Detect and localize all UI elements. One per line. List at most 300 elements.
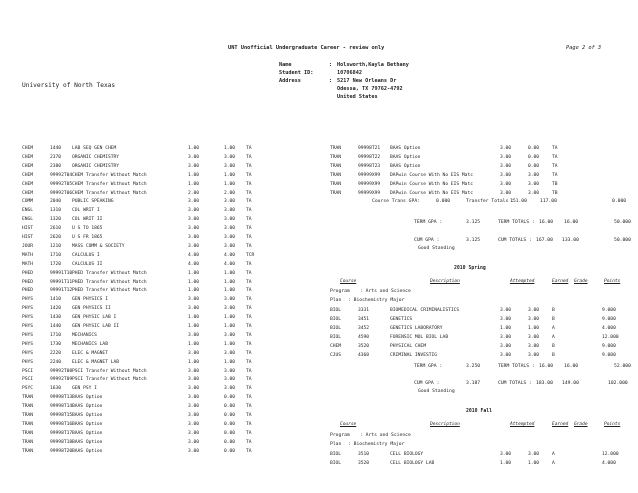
grade: TA: [246, 208, 252, 214]
course-dept: TRAN: [22, 430, 34, 436]
points: 9.000: [602, 316, 616, 322]
spring-cum-att: 183.00: [536, 381, 553, 386]
student-id: 10706842: [337, 70, 362, 76]
grade: TA: [246, 279, 252, 285]
earned: 3.00: [224, 350, 236, 356]
course-dept: TRAN: [330, 190, 342, 196]
course-number: 1630: [50, 386, 62, 392]
course-dept: BIOL: [330, 460, 342, 466]
course-title: MASS COMM & SOCIETY: [72, 243, 125, 249]
course-number: 2380: [50, 163, 62, 169]
table-row: [330, 325, 630, 332]
course-number: 4360: [358, 352, 370, 358]
table-row: [330, 352, 630, 359]
table-row: [22, 261, 282, 268]
table-row: [330, 163, 630, 170]
course-title: U S FR 1865: [72, 235, 103, 240]
table-row: [22, 332, 282, 339]
spring-term-gpa-value: 3.250: [466, 364, 481, 369]
course-dept: TRAN: [330, 146, 342, 151]
spring-academic-standing: Good Standing: [418, 389, 455, 394]
attempted: 1.00: [500, 460, 512, 466]
student-name-row: [279, 62, 479, 70]
grade: TA: [246, 341, 252, 347]
earned: 3.00: [528, 172, 540, 178]
grade: TA: [246, 368, 252, 374]
course-dept: TRAN: [330, 172, 342, 178]
course-title: PSCI Transfer Without Match: [72, 368, 147, 374]
attempted: 3.00: [500, 190, 512, 196]
course-dept: TRAN: [330, 181, 342, 187]
course-dept: HIST: [22, 235, 34, 240]
table-row: [22, 439, 282, 446]
grade: TA: [246, 297, 252, 303]
spring-term-ern: 16.00: [564, 364, 579, 369]
earned: 0.00: [528, 146, 540, 151]
course-dept: TRAN: [22, 395, 34, 401]
course-dept: ENGL: [22, 208, 34, 214]
course-number: 2620: [50, 235, 62, 240]
student-name: Holsworth,Kayla Bethany: [337, 62, 409, 68]
course-title: FORENSIC MOL BIOL LAB: [390, 334, 449, 340]
table-row: [22, 368, 282, 375]
table-row: [22, 323, 282, 330]
grade: TA: [246, 146, 252, 151]
course-title: LAB SEQ GEN CHEM: [72, 146, 117, 151]
course-title: DAPwin Course With No EIS Matc: [390, 181, 473, 187]
col-points: Points: [604, 279, 621, 284]
transfer-gpa-value: 0.000: [436, 199, 451, 204]
attempted: 3.00: [188, 235, 200, 240]
grade: TA: [246, 163, 252, 169]
col-attempted: Attempted: [510, 279, 535, 284]
course-title: ORGANIC CHEMISTRY: [72, 154, 120, 160]
attempted: 3.00: [188, 430, 200, 436]
attempted: 3.00: [188, 377, 200, 383]
grade: TA: [246, 172, 252, 178]
earned: 3.00: [224, 208, 236, 214]
earned: 3.00: [224, 163, 236, 169]
table-row: [330, 154, 630, 161]
fall-col-description: Description: [430, 422, 460, 427]
earned: 3.00: [224, 377, 236, 383]
fall-col-grade: Grade: [574, 422, 588, 427]
table-row: [22, 359, 282, 366]
course-title: CHEM Transfer Without Match: [72, 181, 147, 187]
address-line-1: 5217 New Orleans Dr: [337, 78, 397, 84]
fall-plan-value: : Biochemistry Major: [348, 442, 405, 447]
course-title: BAAS Option: [390, 163, 421, 169]
grade: TA: [246, 270, 252, 276]
address-line-3: United States: [337, 94, 378, 100]
attempted: 3.00: [500, 343, 512, 349]
grade: TA: [246, 439, 252, 445]
course-number: 1320: [50, 217, 62, 223]
course-title: PHED Transfer Without Match: [72, 279, 147, 285]
course-title: CELL BIOLOGY LAB: [390, 460, 435, 466]
grade: TA: [246, 359, 252, 365]
table-row: [22, 403, 282, 410]
table-row: [22, 234, 282, 241]
grade: B: [552, 343, 555, 349]
address-row-3: [279, 94, 479, 102]
grade: TA: [246, 315, 252, 321]
course-title: DAPwin Course With No EIS Matc: [390, 190, 473, 196]
spring-cum-ern: 149.00: [562, 381, 579, 386]
university-name: University of North Texas: [22, 82, 116, 89]
attempted: 1.00: [188, 172, 200, 178]
attempted: 2.00: [188, 190, 200, 196]
earned: 1.00: [224, 315, 236, 321]
spring-cum-gpa-value: 3.187: [466, 381, 481, 386]
course-title: BAAS Option: [72, 448, 103, 454]
course-dept: COMM: [22, 199, 34, 205]
course-dept: TRAN: [22, 439, 34, 445]
col-description: Description: [430, 279, 460, 284]
course-dept: TRAN: [22, 421, 34, 427]
fall-col-attempted: Attempted: [510, 422, 535, 427]
grade: TA: [246, 154, 252, 160]
course-number: 99991T11: [50, 279, 73, 285]
course-dept: PSCI: [22, 377, 34, 383]
program-value: : Arts and Science: [360, 289, 411, 294]
course-dept: TRAN: [22, 448, 34, 454]
course-dept: TRAN: [22, 413, 34, 418]
course-title: GEN PHYSICS II: [72, 306, 111, 312]
course-number: 99991T12: [50, 288, 73, 294]
points: 12.000: [602, 334, 619, 340]
table-row: [22, 394, 282, 401]
program-label: Program: [330, 289, 350, 294]
cum-gpa-label: CUM GPA :: [414, 238, 440, 243]
table-row: [22, 385, 282, 392]
earned: 3.00: [528, 343, 540, 349]
course-number: 1420: [50, 306, 62, 312]
course-number: 99998T16: [50, 421, 73, 427]
spring-cum-gpa-label: CUM GPA :: [414, 381, 440, 386]
course-dept: PSYC: [22, 386, 34, 392]
table-row: [22, 198, 282, 205]
attempted: 3.00: [188, 395, 200, 401]
earned: 2.00: [224, 190, 236, 196]
course-title: CHEM Transfer Without Match: [72, 190, 147, 196]
course-number: 99998T18: [50, 439, 73, 445]
attempted: 1.00: [188, 181, 200, 187]
grade: TA: [246, 332, 252, 338]
spring-term-gpa-label: TERM GPA :: [414, 364, 443, 369]
attempted: 3.00: [188, 163, 200, 169]
course-title: BAAS Option: [72, 395, 103, 401]
attempted: 3.00: [500, 181, 512, 187]
attempted: 1.00: [188, 341, 200, 347]
course-number: 1720: [50, 261, 62, 267]
grade: TA: [246, 243, 252, 249]
earned: 1.00: [528, 460, 540, 466]
course-title: PHED Transfer Without Match: [72, 270, 147, 276]
attempted: 1.00: [500, 325, 512, 331]
course-title: COL WRIT I: [72, 208, 100, 214]
course-number: 99998T13: [50, 395, 73, 401]
cum-gpa-value: 3.125: [466, 238, 481, 243]
grade: TA: [246, 181, 252, 187]
term-gpa-label: TERM GPA :: [414, 220, 443, 225]
course-dept: CHEM: [22, 190, 34, 196]
course-number: 1410: [50, 297, 62, 303]
earned: 0.00: [528, 163, 540, 169]
course-number: 99998T14: [50, 404, 73, 410]
table-row: [330, 181, 630, 188]
attempted: 1.00: [188, 270, 200, 276]
course-title: COL WRIT II: [72, 217, 103, 223]
grade: TA: [246, 226, 252, 232]
course-dept: MATH: [22, 252, 34, 258]
course-title: GENETICS: [390, 316, 413, 322]
cum-att: 167.00: [536, 238, 553, 243]
term-pts: 50.000: [614, 220, 631, 225]
attempted: 3.00: [188, 217, 200, 223]
grade: A: [552, 460, 555, 466]
earned: 0.00: [224, 439, 236, 445]
course-dept: BIOL: [330, 334, 342, 340]
course-dept: PHYS: [22, 359, 34, 365]
earned: 3.00: [224, 199, 236, 205]
attempted: 1.00: [188, 324, 200, 329]
course-number: 99999X99: [358, 181, 381, 187]
course-number: 3520: [358, 343, 370, 349]
course-dept: CHEM: [22, 172, 34, 178]
earned: 1.00: [224, 270, 236, 276]
points: 9.000: [602, 308, 616, 313]
col-grade: Grade: [574, 279, 588, 284]
table-row: [330, 451, 630, 458]
earned: 0.00: [224, 404, 236, 410]
plan-value: : Biochemistry Major: [348, 298, 405, 303]
earned: 1.00: [224, 359, 236, 365]
attempted: 3.00: [500, 334, 512, 340]
student-id-label: Student ID:: [279, 70, 314, 76]
grade: TA: [246, 430, 252, 436]
course-title: CHEM Transfer Without Match: [72, 172, 147, 178]
table-row: [22, 163, 282, 170]
earned: 3.00: [528, 181, 540, 187]
name-label: Name: [279, 62, 292, 68]
earned: 0.00: [224, 430, 236, 436]
course-number: 1440: [50, 324, 62, 329]
course-dept: PHYS: [22, 306, 34, 312]
course-number: 99998T17: [50, 430, 73, 436]
earned: 3.00: [528, 352, 540, 358]
earned: 0.00: [224, 413, 236, 418]
table-row: [22, 430, 282, 437]
course-number: 1710: [50, 332, 62, 338]
course-dept: TRAN: [330, 154, 342, 160]
points: 12.000: [602, 452, 619, 457]
grade: TA: [552, 154, 558, 160]
grade: B: [552, 308, 555, 313]
earned: 3.00: [224, 243, 236, 249]
course-dept: TRAN: [22, 404, 34, 410]
table-row: [22, 421, 282, 428]
table-row: [22, 296, 282, 303]
fall-program-label: Program: [330, 433, 350, 438]
course-number: 3510: [358, 452, 370, 457]
course-dept: CHEM: [330, 343, 342, 349]
grade: TA: [246, 324, 252, 329]
transfer-att: 151.00: [510, 199, 527, 204]
table-row: [330, 190, 630, 197]
grade: TA: [246, 350, 252, 356]
points: 4.000: [602, 460, 616, 466]
table-row: [22, 145, 282, 152]
course-title: BAAS Option: [72, 439, 103, 445]
earned: 1.00: [224, 324, 236, 329]
course-number: 99992T08: [50, 368, 73, 374]
attempted: 3.00: [188, 421, 200, 427]
course-dept: CJUS: [330, 352, 342, 358]
course-number: 1440: [50, 146, 62, 151]
course-dept: PHYS: [22, 315, 34, 321]
earned: 3.00: [224, 306, 236, 312]
table-row: [22, 412, 282, 419]
table-row: [22, 350, 282, 357]
course-number: 2040: [50, 199, 62, 205]
course-title: CALCULUS I: [72, 252, 100, 258]
student-id-row: [279, 70, 479, 78]
course-dept: CHEM: [22, 146, 34, 151]
course-title: CRIMINAL INVESTIG: [390, 352, 438, 358]
grade: TB: [552, 181, 558, 187]
table-row: [22, 207, 282, 214]
course-dept: PHYS: [22, 350, 34, 356]
course-title: PUBLIC SPEAKING: [72, 199, 114, 205]
course-dept: HIST: [22, 226, 34, 232]
course-number: 1430: [50, 315, 62, 321]
attempted: 1.00: [188, 359, 200, 365]
course-title: BAAS Option: [72, 404, 103, 410]
course-number: 1210: [50, 243, 62, 249]
grade: TCR: [246, 252, 255, 258]
course-title: MECHANICS LAB: [72, 341, 108, 347]
course-title: GEN PHYSIC LAB I: [72, 315, 117, 321]
earned: 3.00: [528, 334, 540, 340]
spring-term-totals-label: TERM TOTALS :: [498, 364, 535, 369]
earned: 1.00: [224, 288, 236, 294]
course-title: DAPwin Course With No EIS Matc: [390, 172, 473, 178]
transfer-totals-label: Transfer Totals :: [466, 199, 514, 204]
course-number: 4590: [358, 334, 370, 340]
course-dept: PHED: [22, 270, 34, 276]
table-row: [22, 279, 282, 286]
table-row: [22, 287, 282, 294]
course-title: BAAS Option: [72, 413, 103, 418]
course-title: ELEC & MAGNET LAB: [72, 359, 120, 365]
course-title: PHYSICAL CHEM: [390, 343, 426, 349]
course-dept: BIOL: [330, 308, 342, 313]
grade: TA: [246, 386, 252, 392]
cum-pts: 50.000: [614, 238, 631, 243]
grade: TA: [246, 413, 252, 418]
course-dept: TRAN: [330, 163, 342, 169]
course-dept: PHYS: [22, 297, 34, 303]
earned: 0.00: [224, 421, 236, 427]
course-number: 99998T21: [358, 146, 381, 151]
table-row: [22, 270, 282, 277]
course-title: MECHANICS: [72, 332, 97, 338]
attempted: 3.00: [188, 386, 200, 392]
attempted: 1.00: [188, 315, 200, 321]
attempted: 3.00: [500, 452, 512, 457]
attempted: 4.00: [188, 252, 200, 258]
course-dept: PHYS: [22, 324, 34, 329]
course-number: 1710: [50, 252, 62, 258]
grade: TB: [552, 190, 558, 196]
course-number: 99999X99: [358, 172, 381, 178]
course-number: 3520: [358, 460, 370, 466]
course-dept: JOUR: [22, 243, 34, 249]
course-number: 99998T20: [50, 448, 73, 454]
term-title-fall-2010: 2010 Fall: [466, 409, 492, 414]
earned: 1.00: [224, 172, 236, 178]
attempted: 3.00: [188, 350, 200, 356]
attempted: 3.00: [188, 439, 200, 445]
fall-col-points: Points: [604, 422, 621, 427]
attempted: 3.00: [188, 154, 200, 160]
attempted: 1.00: [188, 288, 200, 294]
grade: TA: [552, 163, 558, 169]
name-colon: :: [329, 62, 333, 68]
grade: TA: [552, 172, 558, 178]
table-row: [330, 343, 630, 350]
address-label: Address: [279, 78, 301, 84]
fall-col-course: Course: [340, 422, 357, 427]
col-earned: Earned: [552, 279, 569, 284]
points: 9.000: [602, 343, 616, 349]
table-row: [22, 341, 282, 348]
attempted: 3.00: [188, 368, 200, 374]
spring-term-pts: 52.000: [614, 364, 631, 369]
course-title: BIOMEDICAL CRIMINALISTICS: [390, 308, 460, 313]
grade: TA: [246, 395, 252, 401]
course-title: BAAS Option: [72, 421, 103, 427]
course-title: GEN PHYSICS I: [72, 297, 108, 303]
grade: B: [552, 316, 555, 322]
earned: 3.00: [224, 386, 236, 392]
table-row: [22, 181, 282, 188]
attempted: 3.00: [188, 413, 200, 418]
grade: TA: [246, 421, 252, 427]
earned: 3.00: [224, 368, 236, 374]
course-number: 2220: [50, 350, 62, 356]
attempted: 4.00: [188, 261, 200, 267]
attempted: 3.00: [500, 308, 512, 313]
course-number: 1310: [50, 208, 62, 214]
attempted: 1.00: [188, 279, 200, 285]
address-line-2: Odessa, TX 79762-4792: [337, 86, 403, 92]
attempted: 3.00: [500, 154, 512, 160]
cum-totals-label: CUM TOTALS :: [498, 238, 532, 243]
earned: 1.00: [224, 279, 236, 285]
col-course: Course: [340, 279, 357, 284]
fall-plan-label: Plan: [330, 442, 342, 447]
table-row: [22, 154, 282, 161]
course-dept: CHEM: [22, 163, 34, 169]
address-row-2: [279, 86, 479, 94]
course-dept: CHEM: [22, 154, 34, 160]
table-row: [22, 448, 282, 455]
course-title: U S TO 1865: [72, 226, 103, 232]
table-row: [330, 172, 630, 179]
course-number: 99992T04: [50, 172, 73, 178]
